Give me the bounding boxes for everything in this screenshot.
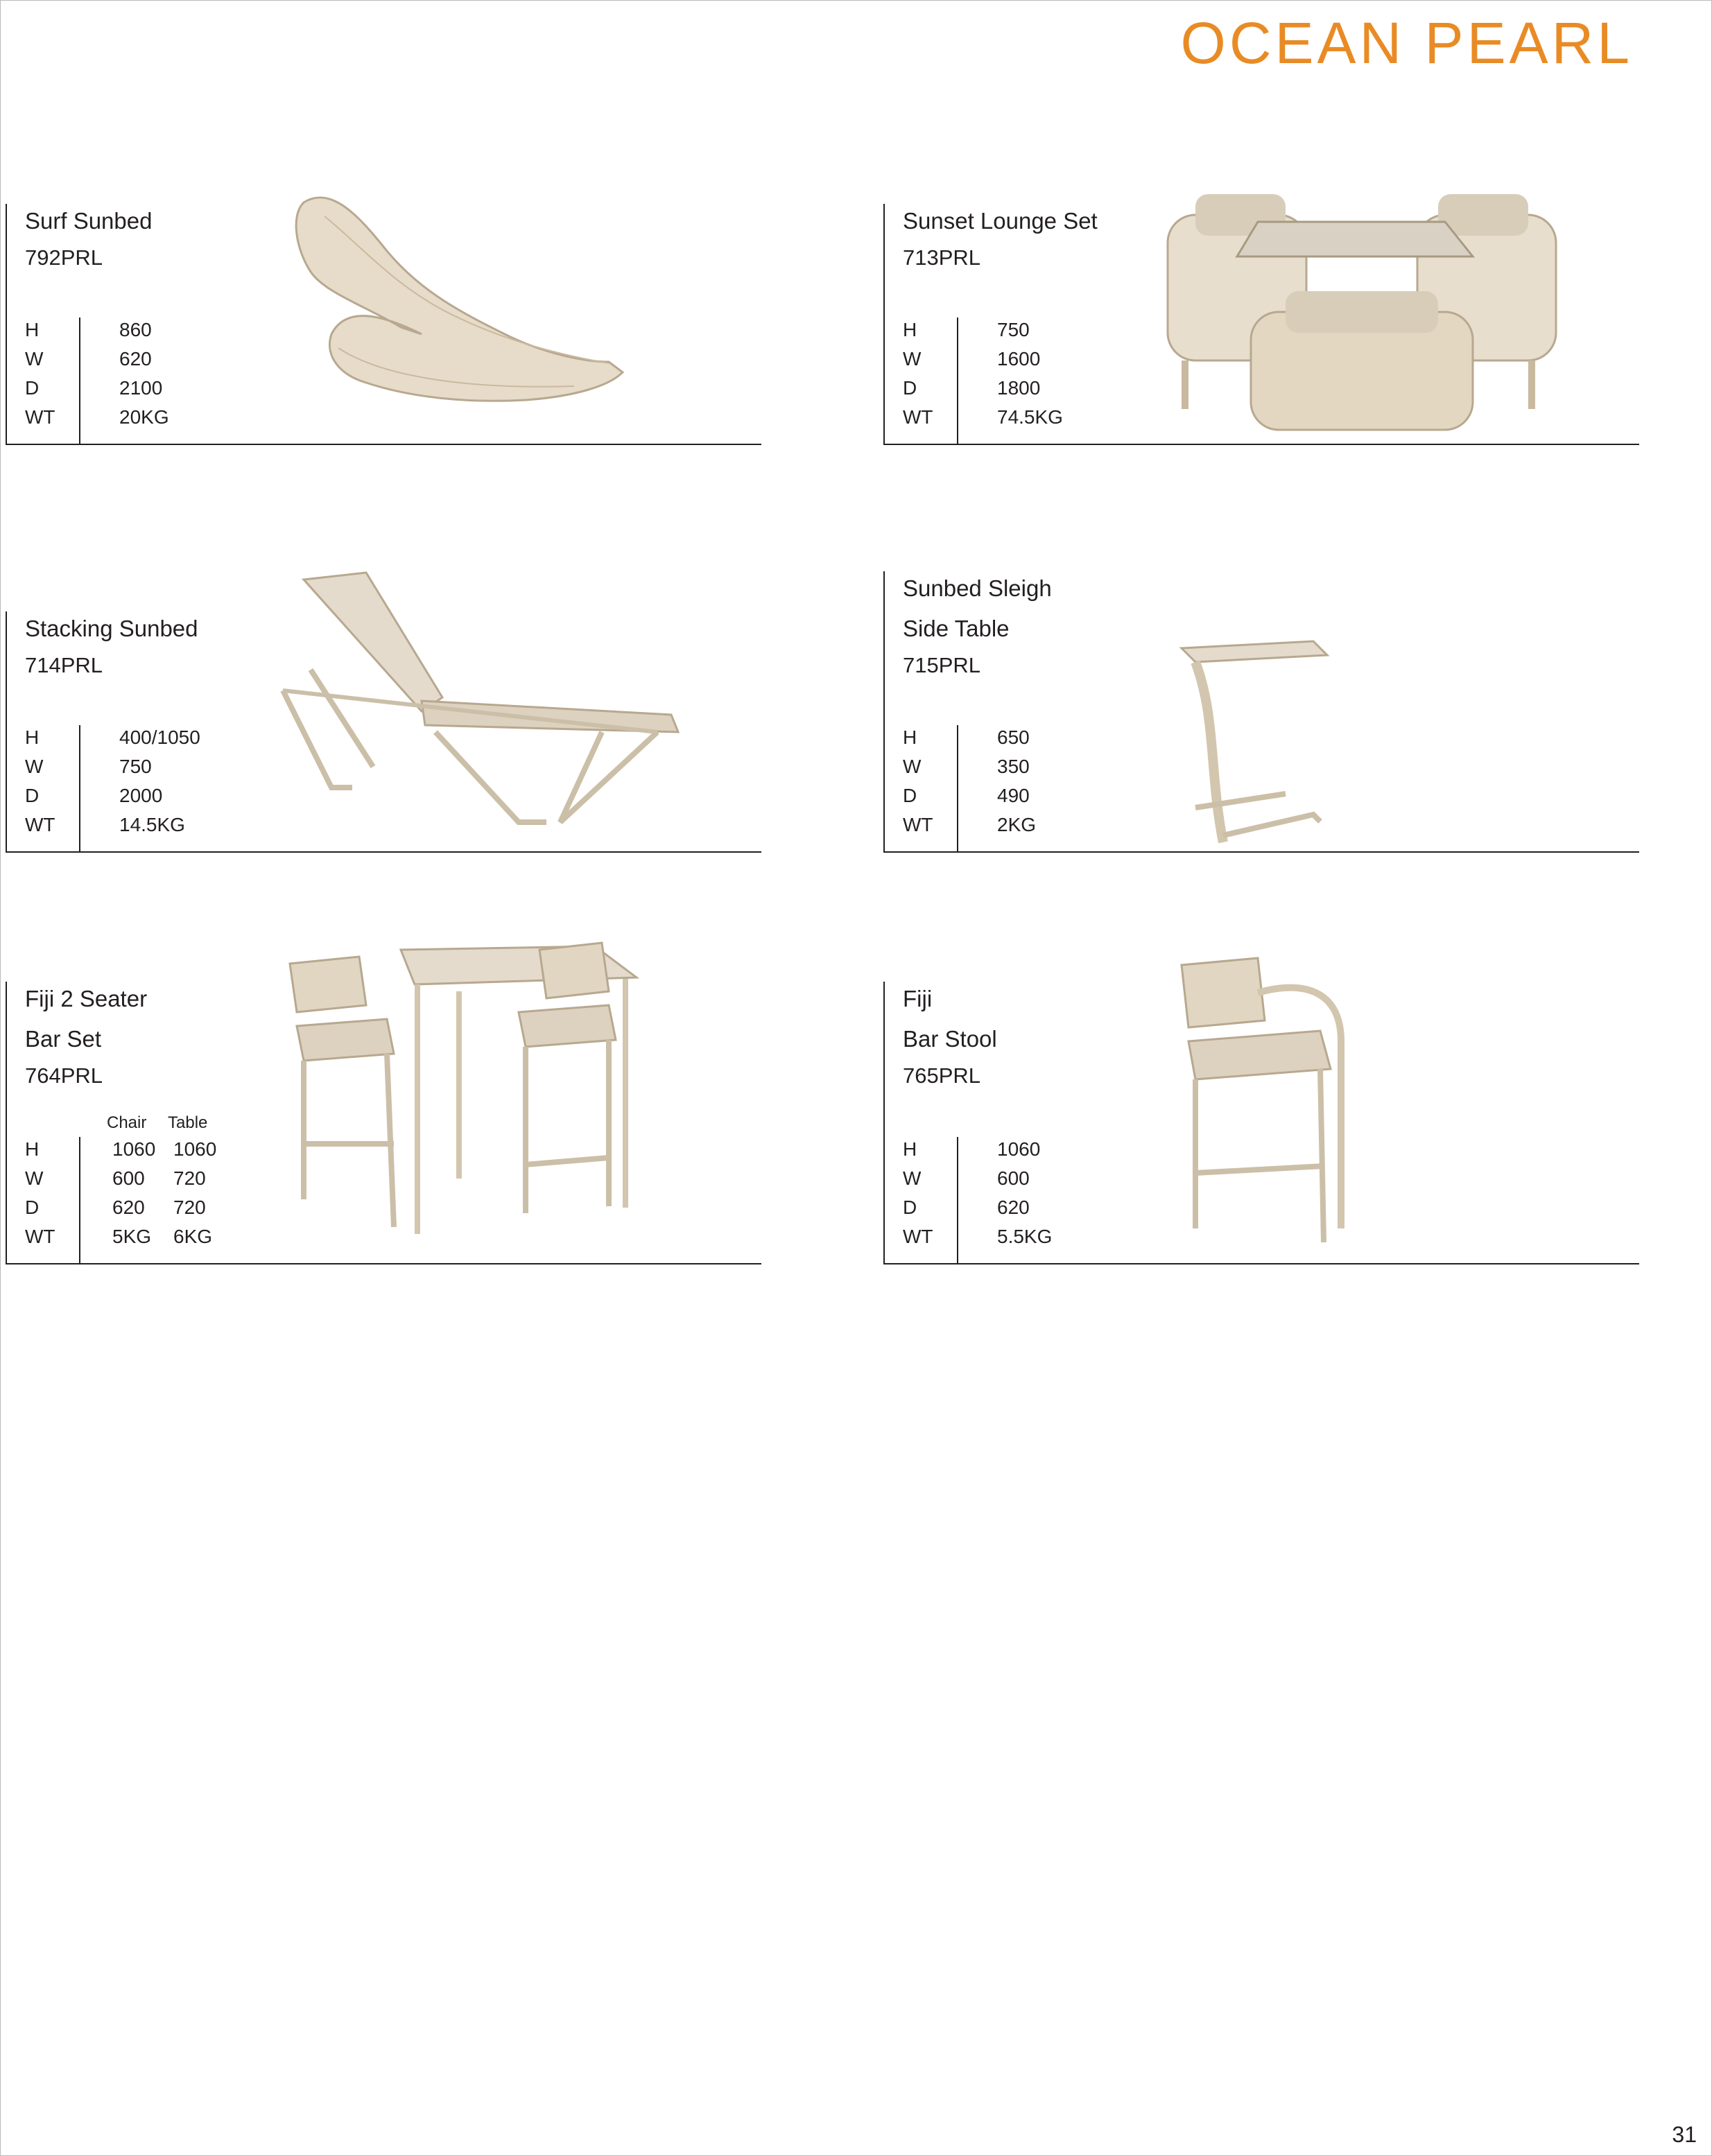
- product-name-line2: Bar Set: [25, 1026, 102, 1052]
- product-name: Stacking Sunbed: [25, 616, 198, 641]
- spec-row-height: H 750: [903, 319, 1030, 340]
- block-bottom-rule: [883, 444, 1639, 445]
- fiji-bar-set-photo: [276, 936, 692, 1248]
- side-table-photo: [1168, 634, 1334, 856]
- product-sunbed-sleigh-side-table: [883, 568, 1639, 853]
- spec-row-depth: D 2100: [25, 377, 163, 399]
- spec-row-height: H 650: [903, 727, 1030, 748]
- spec-row-depth: D 490: [903, 785, 1030, 806]
- block-left-rule: [6, 982, 7, 1264]
- spec-row-height: H 1060: [903, 1138, 1041, 1160]
- spec-row-height: H 400/1050: [25, 727, 200, 748]
- block-left-rule: [883, 204, 885, 445]
- product-name-line2: Bar Stool: [903, 1026, 997, 1052]
- product-stacking-sunbed: [6, 609, 761, 853]
- spec-row-width: W 620: [25, 348, 152, 370]
- block-left-rule: [6, 204, 7, 445]
- spec-row-weight: WT 2KG: [903, 814, 1037, 835]
- product-name-line2: Side Table: [903, 616, 1010, 641]
- product-name: Sunset Lounge Set: [903, 208, 1098, 234]
- product-name-line1: Sunbed Sleigh: [903, 575, 1052, 601]
- spec-row-height: H 860: [25, 319, 152, 340]
- spec-row-weight: WT 5.5KG: [903, 1226, 1053, 1247]
- spec-column-chair: Chair: [107, 1113, 147, 1132]
- product-code: 764PRL: [25, 1063, 103, 1088]
- product-code: 715PRL: [903, 653, 981, 677]
- product-name: Surf Sunbed: [25, 208, 153, 234]
- spec-row-width: W 1600: [903, 348, 1041, 370]
- spec-row-depth: D 620 720: [25, 1197, 206, 1218]
- stacking-sunbed-photo: [269, 559, 699, 836]
- sunset-lounge-set-photo: [1154, 173, 1570, 437]
- spec-row-weight: WT 14.5KG: [25, 814, 185, 835]
- spec-row-weight: WT 5KG 6KG: [25, 1226, 213, 1247]
- spec-row-depth: D 620: [903, 1197, 1030, 1218]
- spec-row-weight: WT 20KG: [25, 406, 169, 428]
- product-fiji-2-seater-bar-set: [6, 979, 761, 1264]
- spec-row-width: W 600: [903, 1167, 1030, 1189]
- spec-column-table: Table: [168, 1113, 208, 1132]
- block-bottom-rule: [6, 851, 761, 853]
- product-code: 713PRL: [903, 245, 981, 270]
- spec-row-depth: D 1800: [903, 377, 1041, 399]
- spec-row-weight: WT 74.5KG: [903, 406, 1063, 428]
- spec-row-width: W 350: [903, 756, 1030, 777]
- product-code: 792PRL: [25, 245, 103, 270]
- page-number: 31: [1672, 2122, 1697, 2147]
- product-name-line1: Fiji 2 Seater: [25, 986, 148, 1011]
- product-sunset-lounge-set: [883, 201, 1639, 445]
- spec-row-width: W 750: [25, 756, 152, 777]
- surf-sunbed-photo: [283, 189, 671, 424]
- spec-row-depth: D 2000: [25, 785, 163, 806]
- product-code: 714PRL: [25, 653, 103, 677]
- product-surf-sunbed: [6, 201, 761, 445]
- block-bottom-rule: [6, 444, 761, 445]
- spec-row-width: W 600 720: [25, 1167, 206, 1189]
- block-left-rule: [883, 571, 885, 853]
- block-bottom-rule: [6, 1263, 761, 1264]
- product-name-line1: Fiji: [903, 986, 933, 1011]
- block-left-rule: [6, 611, 7, 853]
- block-left-rule: [883, 982, 885, 1264]
- brand-title: OCEAN PEARL: [1180, 10, 1633, 76]
- block-bottom-rule: [883, 1263, 1639, 1264]
- product-code: 765PRL: [903, 1063, 981, 1088]
- fiji-bar-stool-photo: [1168, 951, 1376, 1256]
- spec-row-height: H 1060 1060: [25, 1138, 217, 1160]
- product-fiji-bar-stool: [883, 979, 1639, 1264]
